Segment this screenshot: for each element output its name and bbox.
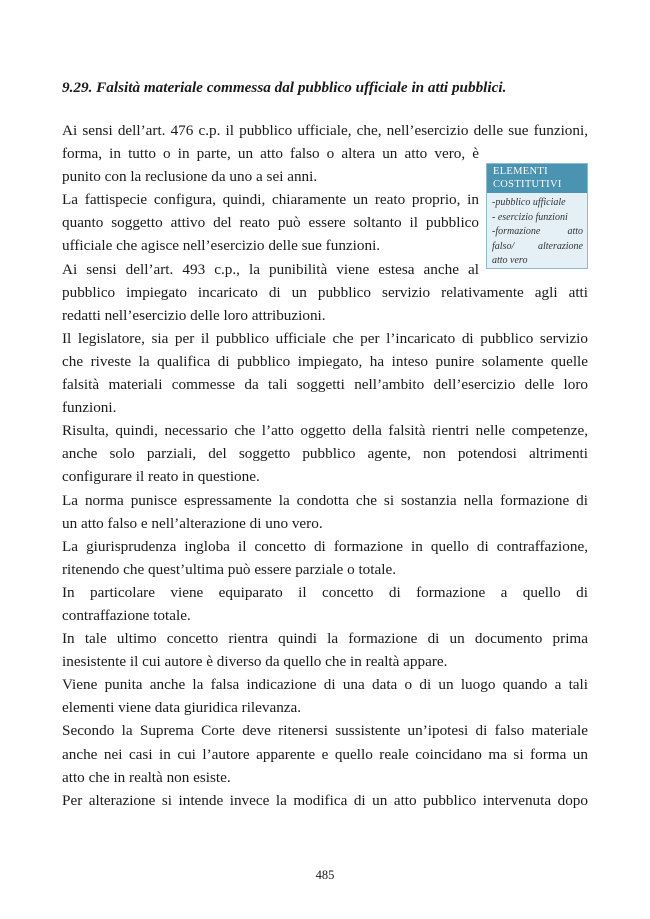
text-line: In particolare viene equiparato il concetto di formazione a quello di [62, 583, 588, 601]
text-line: forma, in tutto o in parte, un atto falso o altera un atto vero, è [62, 145, 479, 163]
text-line: La giurisprudenza ingloba il concetto di formazione in quello di contraffazione, [62, 537, 588, 555]
key-elements-box [486, 163, 588, 269]
text-line: ritenendo che quest’ultima può essere parziale o totale. [62, 560, 396, 578]
paragraph [62, 489, 588, 535]
section-heading: 9.29. Falsità materiale commessa dal pubblico ufficiale in atti pubblici. [62, 79, 507, 96]
text-line: pubblico impiegato incaricato di un pubblico servizio relativamente agli atti [62, 283, 588, 301]
paragraph [62, 627, 588, 673]
text-line: punito con la reclusione da uno a sei anni. [62, 168, 318, 186]
text-line: atto che in realtà non esiste. [62, 768, 231, 786]
text-line: La norma punisce espressamente la condotta che si sostanzia nella formazione di [62, 491, 588, 509]
key-elements-title-line: COSTITUTIVI [493, 178, 562, 190]
text-line: Ai sensi dell’art. 476 c.p. il pubblico ufficiale, che, nell’esercizio delle sue funzioni, [62, 122, 588, 139]
page-number: 485 [315, 868, 335, 882]
key-elements-list [487, 193, 587, 271]
paragraph [62, 535, 588, 581]
text-line: configurare il reato in questione. [62, 468, 260, 486]
paragraph [62, 327, 588, 419]
text-line: Ai sensi dell’art. 493 c.p., la punibilità viene estesa anche al [62, 260, 479, 278]
text-line: inesistente il cui autore è diverso da quello che in realtà appare. [62, 653, 448, 671]
key-elements-title-line: ELEMENTI [493, 166, 548, 177]
text-line: anche nei casi in cui l’autore apparente e quello reale coincidano ma si forma un [62, 745, 588, 763]
text-line: In tale ultimo concetto rientra quindi la formazione di un documento prima [62, 630, 588, 648]
text-line: ufficiale che agisce nell’esercizio delle sue funzioni. [62, 237, 381, 255]
text-line: Risulta, quindi, necessario che l’atto oggetto della falsità rientri nelle competenze, [62, 422, 588, 440]
text-line: che riveste la qualifica di pubblico impiegato, ha inteso punire solamente quelle [62, 352, 588, 370]
text-line: funzioni. [62, 399, 117, 417]
text-line: contraffazione totale. [62, 606, 191, 624]
text-line: falsità materiali commesse da tali soggetti nell’ambito dell’esercizio delle loro [62, 376, 588, 394]
text-line: Il legislatore, sia per il pubblico ufficiale che per l’incaricato di pubblico servizio [62, 329, 588, 347]
text-line: un atto falso e nell’alterazione di uno vero. [62, 514, 323, 532]
text-line: redatti nell’esercizio delle loro attribuzioni. [62, 306, 326, 324]
text-line: Per alterazione si intende invece la modifica di un atto pubblico intervenuta dopo [62, 791, 588, 809]
text-line: La fattispecie configura, quindi, chiaramente un reato proprio, in [62, 191, 479, 209]
key-element-item: -pubblico ufficiale [492, 197, 566, 208]
paragraph [62, 673, 588, 719]
paragraph [62, 581, 588, 627]
paragraph [62, 719, 588, 788]
key-elements-title [487, 164, 587, 193]
key-element-item: atto vero [492, 255, 528, 266]
key-element-item: - esercizio funzioni [492, 211, 568, 223]
text-line: Viene punita anche la falsa indicazione di una data o di un luogo quando a tali [62, 676, 588, 694]
paragraph [62, 419, 588, 488]
key-element-item: falso/ alterazione [492, 240, 583, 252]
text-line: elementi viene data giuridica rilevanza. [62, 699, 302, 717]
text-line: anche solo parziali, del soggetto pubblico agente, non potendosi altrimenti [62, 445, 588, 463]
paragraph [62, 789, 588, 812]
text-line: Secondo la Suprema Corte deve ritenersi sussistente un’ipotesi di falso materiale [62, 722, 588, 740]
key-element-item: -formazione atto [492, 226, 583, 237]
text-line: quanto soggetto attivo del reato può essere soltanto il pubblico [62, 214, 479, 232]
